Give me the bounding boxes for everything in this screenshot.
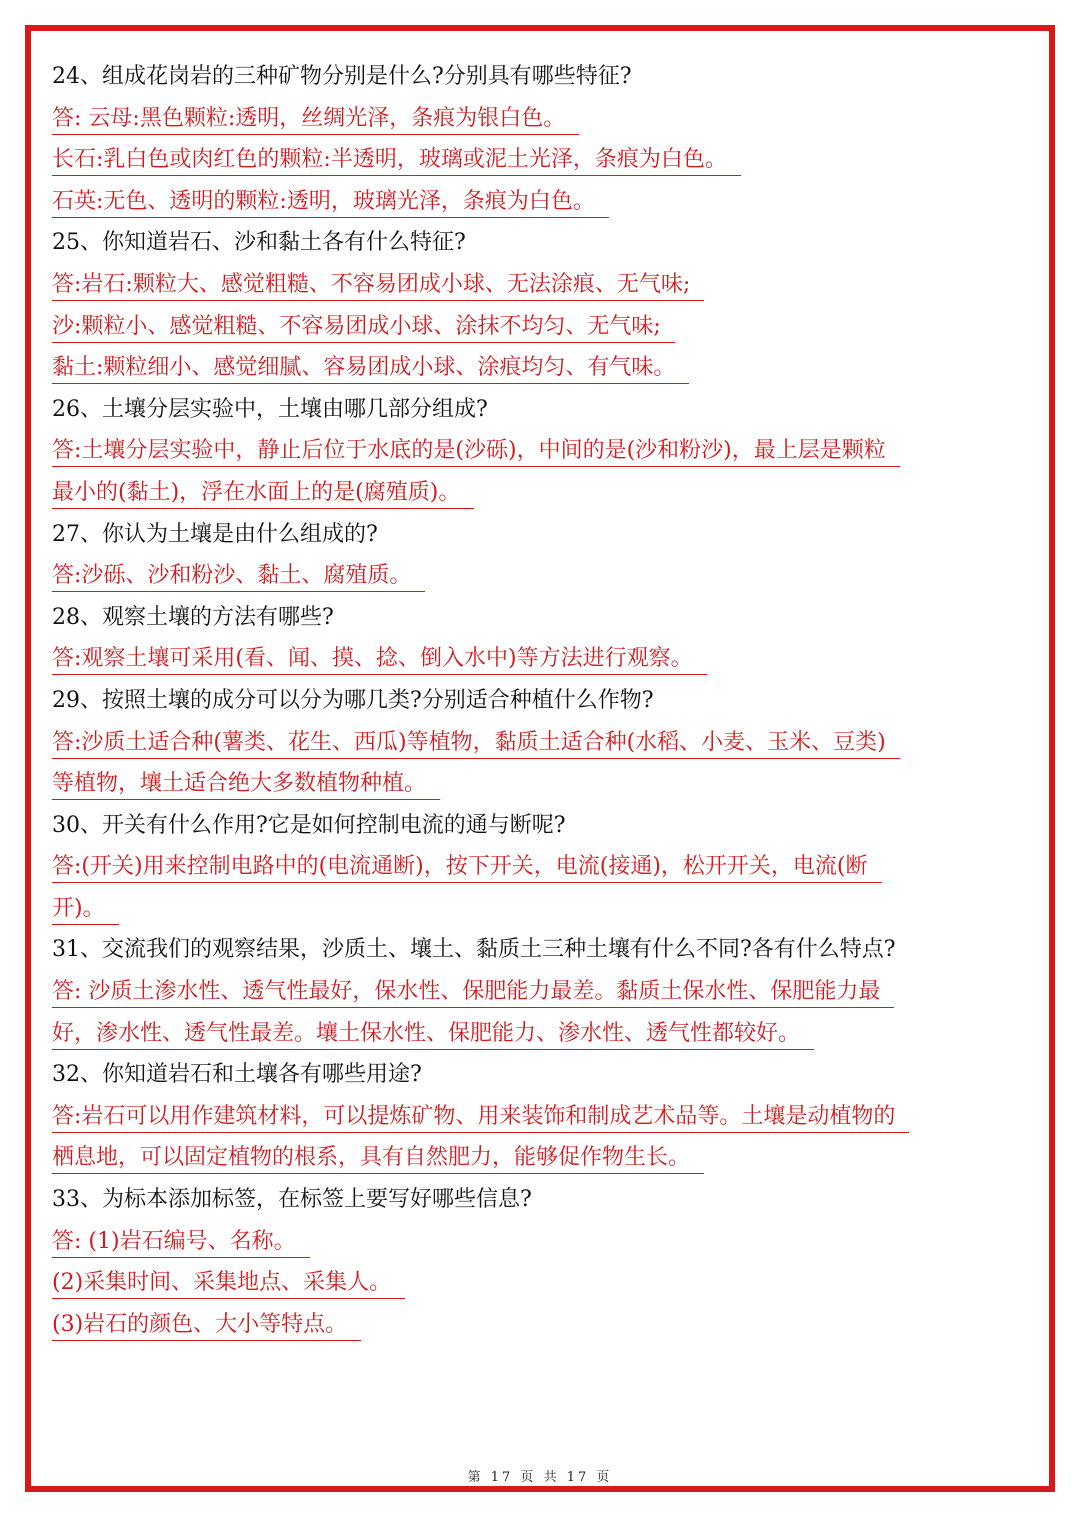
answer-text: 好，渗水性、透气性最差。壤土保水性、保肥能力、渗水性、透气性都较好。 xyxy=(52,1019,814,1050)
question-line: 24、组成花岗岩的三种矿物分别是什么?分别具有哪些特征? xyxy=(52,64,632,89)
question-line: 27、你认为土壤是由什么组成的? xyxy=(52,521,378,547)
answer-line xyxy=(52,763,1042,805)
answer-text: 沙:颗粒小、感觉粗糙、不容易团成小球、涂抹不均匀、无气味; xyxy=(52,312,675,343)
answer-line xyxy=(52,264,1042,306)
answer-line xyxy=(52,347,1042,389)
answer-line xyxy=(52,971,1042,1013)
answer-text: 答:(开关)用来控制电路中的(电流通断)，按下开关，电流(接通)，松开开关，电流(断 xyxy=(52,852,882,883)
question-line: 25、你知道岩石、沙和黏土各有什么特征? xyxy=(52,230,466,256)
answer-text: 栖息地，可以固定植物的根系，具有自然肥力，能够促作物生长。 xyxy=(52,1143,704,1174)
answer-text: 答:沙质土适合种(薯类、花生、西瓜)等植物，黏质土适合种(水稻、小麦、玉米、豆类) xyxy=(52,728,900,759)
answer-line xyxy=(52,1304,1042,1346)
answer-text: 答: 沙质土渗水性、透气性最好，保水性、保肥能力最差。黏质土保水性、保肥能力最 xyxy=(52,977,894,1008)
answer-line xyxy=(52,1096,1042,1138)
answer-line xyxy=(52,472,1042,514)
answer-text: 开)。 xyxy=(52,894,119,925)
answer-text: 答:岩石可以用作建筑材料，可以提炼矿物、用来装饰和制成艺术品等。土壤是动植物的 xyxy=(52,1102,909,1133)
answer-line xyxy=(52,139,1042,181)
question-line: 31、交流我们的观察结果，沙质土、壤土、黏质土三种土壤有什么不同?各有什么特点? xyxy=(52,937,896,963)
answer-line xyxy=(52,306,1042,348)
answer-text: 等植物，壤土适合绝大多数植物种植。 xyxy=(52,769,440,800)
question-line: 32、你知道岩石和土壤各有哪些用途? xyxy=(52,1062,422,1088)
answer-text: (2)采集时间、采集地点、采集人。 xyxy=(52,1268,405,1299)
answer-line xyxy=(52,1013,1042,1055)
answer-text: 石英:无色、透明的颗粒:透明，玻璃光泽，条痕为白色。 xyxy=(52,187,609,218)
answer-line xyxy=(52,1221,1042,1263)
question-line: 30、开关有什么作用?它是如何控制电流的通与断呢? xyxy=(52,812,566,838)
document-body xyxy=(52,56,1042,1345)
answer-text: 长石:乳白色或肉红色的颗粒:半透明，玻璃或泥土光泽，条痕为白色。 xyxy=(52,145,741,176)
answer-line xyxy=(52,846,1042,888)
question-line: 33、为标本添加标签，在标签上要写好哪些信息? xyxy=(52,1187,532,1213)
question-line: 26、土壤分层实验中，土壤由哪几部分组成? xyxy=(52,396,488,422)
answer-line xyxy=(52,555,1042,597)
answer-text: 答: (1)岩石编号、名称。 xyxy=(52,1227,310,1258)
answer-text: 答:岩石:颗粒大、感觉粗糙、不容易团成小球、无法涂痕、无气味; xyxy=(52,270,704,301)
answer-line xyxy=(52,722,1042,764)
answer-line xyxy=(52,98,1042,140)
answer-text: 最小的(黏土)，浮在水面上的是(腐殖质)。 xyxy=(52,478,474,509)
answer-text: 答: 云母:黑色颗粒:透明，丝绸光泽，条痕为银白色。 xyxy=(52,104,579,135)
answer-text: 黏土:颗粒细小、感觉细腻、容易团成小球、涂痕均匀、有气味。 xyxy=(52,353,689,384)
answer-line xyxy=(52,430,1042,472)
page-footer: 第 17 页 共 17 页 xyxy=(467,1470,613,1485)
question-line: 29、按照土壤的成分可以分为哪几类?分别适合种植什么作物? xyxy=(52,687,654,713)
answer-line xyxy=(52,1137,1042,1179)
answer-text: 答:土壤分层实验中，静止后位于水底的是(沙砾)，中间的是(沙和粉沙)，最上层是颗粒 xyxy=(52,436,900,467)
question-line: 28、观察土壤的方法有哪些? xyxy=(52,604,334,630)
answer-line xyxy=(52,181,1042,223)
answer-line xyxy=(52,638,1042,680)
answer-text: (3)岩石的颜色、大小等特点。 xyxy=(52,1310,361,1341)
answer-text: 答:观察土壤可采用(看、闻、摸、捻、倒入水中)等方法进行观察。 xyxy=(52,644,707,675)
answer-text: 答:沙砾、沙和粉沙、黏土、腐殖质。 xyxy=(52,561,425,592)
answer-line xyxy=(52,1262,1042,1304)
answer-line xyxy=(52,888,1042,930)
